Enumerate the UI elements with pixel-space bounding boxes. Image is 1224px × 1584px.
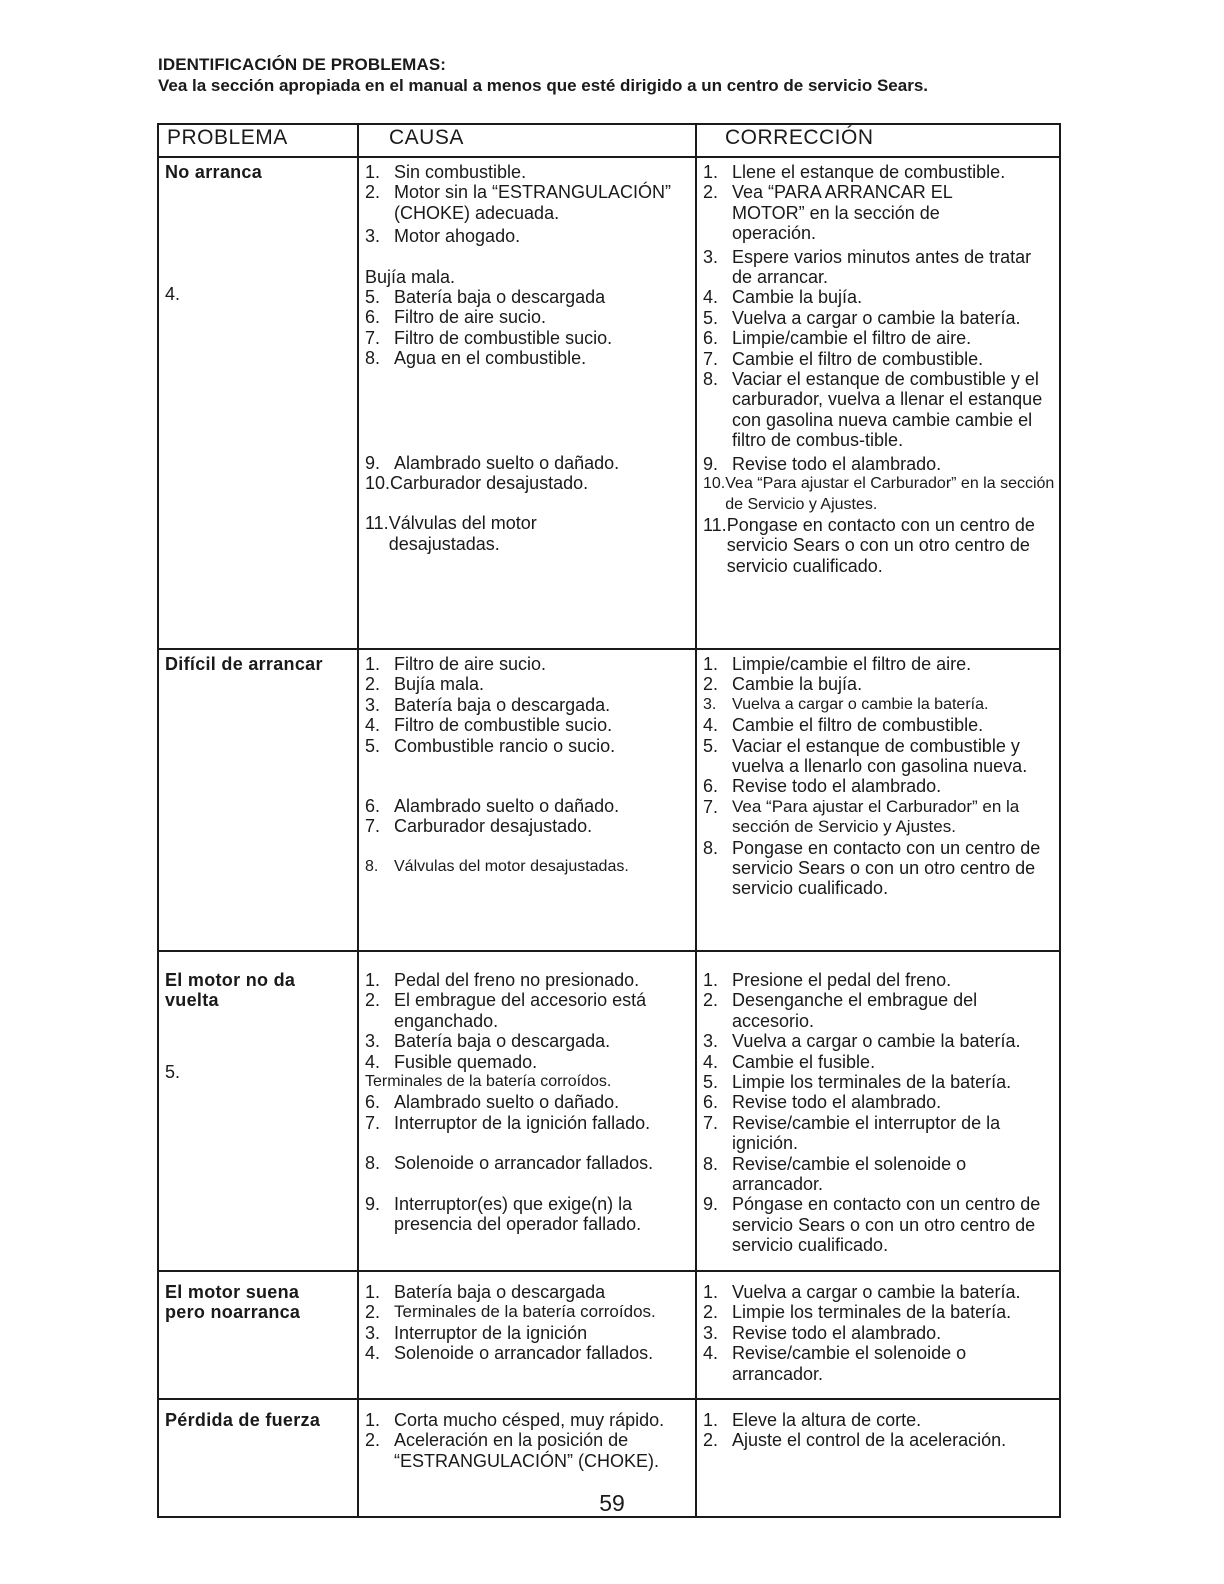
problem-cell: [158, 157, 358, 649]
list-item: 9. Póngase en contacto con un centro de servicio Sears o con un otro centro de servicio cualificado.: [703, 1194, 1041, 1256]
list-item: 8. Solenoide o arrancador fallados.: [365, 1153, 654, 1174]
list-item: 9. Revise todo el alambrado.: [703, 453, 942, 474]
list-item: 4. Filtro de combustible sucio.: [365, 715, 613, 736]
list-item: 3. Batería baja o descargada.: [365, 1031, 611, 1052]
list-item: 11. Pongase en contacto con un centro de servicio Sears o con un otro centro de servicio cualificado.: [703, 514, 1035, 576]
list-item: 3. Motor ahogado.: [365, 226, 521, 247]
table-row: [158, 951, 1060, 1271]
section-subtitle: Vea la sección apropiada en el manual a menos que esté dirigido a un centro de servicio Sears.: [158, 76, 929, 95]
list-item: 1. Pedal del freno no presionado.: [365, 970, 640, 990]
list-item: 1. Filtro de aire sucio.: [365, 654, 547, 674]
problem-name: Pérdida de fuerza: [165, 1410, 321, 1430]
list-item: Bujía mala.: [365, 266, 456, 287]
problem-name: El motor no da vuelta: [165, 970, 296, 1011]
list-item: 7. Carburador desajustado.: [365, 816, 593, 837]
list-item: 8. Vaciar el estanque de combustible y el carburador, vuelva a llenar el estanque con gasolina nueva cambie cambie el filtro de combus-tible.: [703, 369, 1043, 451]
problem-note: 5.: [165, 1061, 181, 1082]
problem-name: Difícil de arrancar: [165, 654, 323, 674]
list-item: 4. Cambie el filtro de combustible.: [703, 715, 984, 736]
list-item: 9. Alambrado suelto o dañado.: [365, 452, 620, 473]
list-item: 2. Aceleración en la posición de “ESTRANGULACIÓN” (CHOKE).: [365, 1430, 660, 1471]
list-item: 8. Agua en el combustible.: [365, 348, 587, 369]
problem-cell: [158, 1271, 358, 1399]
list-item: 3. Revise todo el alambrado.: [703, 1322, 942, 1343]
cause-cell: [358, 951, 696, 1271]
list-item: 3. Vuelva a cargar o cambie la batería.: [703, 1031, 1021, 1052]
list-item: 5. Limpie los terminales de la batería.: [703, 1072, 1012, 1093]
list-item: 2. El embrague del accesorio está enganchado.: [365, 990, 647, 1031]
list-item: 1. Corta mucho césped, muy rápido.: [365, 1410, 665, 1430]
list-item: 6. Limpie/cambie el filtro de aire.: [703, 328, 972, 349]
list-item: 1. Vuelva a cargar o cambie la batería.: [703, 1282, 1021, 1302]
correction-cell: [696, 1271, 1060, 1399]
header-problema: PROBLEMA: [158, 124, 358, 157]
list-item: 3. Batería baja o descargada.: [365, 694, 611, 715]
list-item: 5. Vuelva a cargar o cambie la batería.: [703, 307, 1021, 328]
table-row: [158, 157, 1060, 649]
list-item: 9. Interruptor(es) que exige(n) la presencia del operador fallado.: [365, 1193, 642, 1235]
correction-cell: [696, 649, 1060, 951]
list-item: 10. Vea “Para ajustar el Carburador” en la sección de Servicio y Ajustes.: [703, 475, 1055, 513]
list-item: 1. Batería baja o descargada: [365, 1282, 606, 1302]
list-item: 1. Sin combustible.: [365, 162, 527, 182]
correction-cell: [696, 157, 1060, 649]
list-item: Terminales de la batería corroídos.: [365, 1073, 612, 1091]
list-item: 7. Revise/cambie el interruptor de la ignición.: [703, 1112, 1001, 1154]
list-item: 10. Carburador desajustado.: [365, 473, 589, 494]
problem-cell: [158, 649, 358, 951]
list-item: 3. Vuelva a cargar o cambie la batería.: [703, 695, 989, 713]
cause-cell: [358, 157, 696, 649]
list-item: 2. Desenganche el embrague del accesorio.: [703, 990, 978, 1031]
list-item: 6. Revise todo el alambrado.: [703, 776, 942, 797]
list-item: 2. Limpie los terminales de la batería.: [703, 1302, 1012, 1323]
header-correccion: CORRECCIÓN: [696, 124, 1060, 157]
list-item: 8. Revise/cambie el solenoide o arrancador.: [703, 1153, 967, 1195]
problem-name: El motor suena pero noarranca: [165, 1282, 301, 1323]
list-item: 1. Limpie/cambie el filtro de aire.: [703, 654, 972, 674]
list-item: 3. Espere varios minutos antes de tratar de arrancar.: [703, 246, 1032, 288]
problem-cell: [158, 951, 358, 1271]
list-item: 7. Vea “Para ajustar el Carburador” en la sección de Servicio y Ajustes.: [703, 796, 1020, 837]
list-item: 6. Revise todo el alambrado.: [703, 1092, 942, 1113]
table-row: [158, 1271, 1060, 1399]
page-heading: [158, 54, 1078, 96]
cause-cell: [358, 649, 696, 951]
problem-note: 4.: [165, 284, 181, 305]
list-item: 1. Eleve la altura de corte.: [703, 1410, 922, 1430]
list-item: 2. Cambie la bujía.: [703, 674, 863, 695]
list-item: 2. Ajuste el control de la aceleración.: [703, 1430, 1007, 1451]
list-item: 4. Revise/cambie el solenoide o arrancador.: [703, 1343, 967, 1384]
list-item: 7. Interruptor de la ignición fallado.: [365, 1112, 651, 1133]
list-item: 2. Bujía mala.: [365, 674, 485, 695]
list-item: 6. Alambrado suelto o dañado.: [365, 1092, 620, 1113]
list-item: 5. Batería baja o descargada: [365, 287, 606, 308]
correction-cell: [696, 951, 1060, 1271]
section-title: IDENTIFICACIÓN DE PROBLEMAS:: [158, 55, 447, 74]
list-item: 4. Cambie la bujía.: [703, 287, 863, 308]
table-row: [158, 649, 1060, 951]
list-item: 1. Llene el estanque de combustible.: [703, 162, 1006, 182]
list-item: 4. Solenoide o arrancador fallados.: [365, 1343, 654, 1364]
list-item: 1. Presione el pedal del freno.: [703, 970, 952, 990]
list-item: 2. Terminales de la batería corroídos.: [365, 1302, 656, 1323]
list-item: 8. Pongase en contacto con un centro de servicio Sears o con un otro centro de servicio cualificado.: [703, 837, 1041, 899]
list-item: 5. Combustible rancio o sucio.: [365, 735, 616, 756]
list-item: 4. Fusible quemado.: [365, 1051, 538, 1072]
troubleshooting-table: [157, 123, 1061, 1518]
list-item: 2. Vea “PARA ARRANCAR EL MOTOR” en la sección de operación.: [703, 182, 953, 244]
problem-name: No arranca: [165, 162, 263, 182]
cause-cell: [358, 1271, 696, 1399]
header-causa: CAUSA: [358, 124, 696, 157]
list-item: 7. Cambie el filtro de combustible.: [703, 348, 984, 369]
list-item: 2. Motor sin la “ESTRANGULACIÓN” (CHOKE) adecuada.: [365, 182, 672, 223]
list-item: 8. Válvulas del motor desajustadas.: [365, 857, 629, 875]
list-item: 6. Alambrado suelto o dañado.: [365, 796, 620, 817]
page-number: 59: [599, 1490, 625, 1516]
table-header-row: [158, 124, 1060, 157]
list-item: 3. Interruptor de la ignición: [365, 1322, 588, 1343]
list-item: 6. Filtro de aire sucio.: [365, 307, 547, 328]
list-item: 4. Cambie el fusible.: [703, 1051, 876, 1072]
list-item: 7. Filtro de combustible sucio.: [365, 327, 613, 348]
list-item: 11. Válvulas del motor desajustadas.: [365, 513, 537, 554]
list-item: 5. Vaciar el estanque de combustible y vuelva a llenarlo con gasolina nueva.: [703, 735, 1028, 777]
